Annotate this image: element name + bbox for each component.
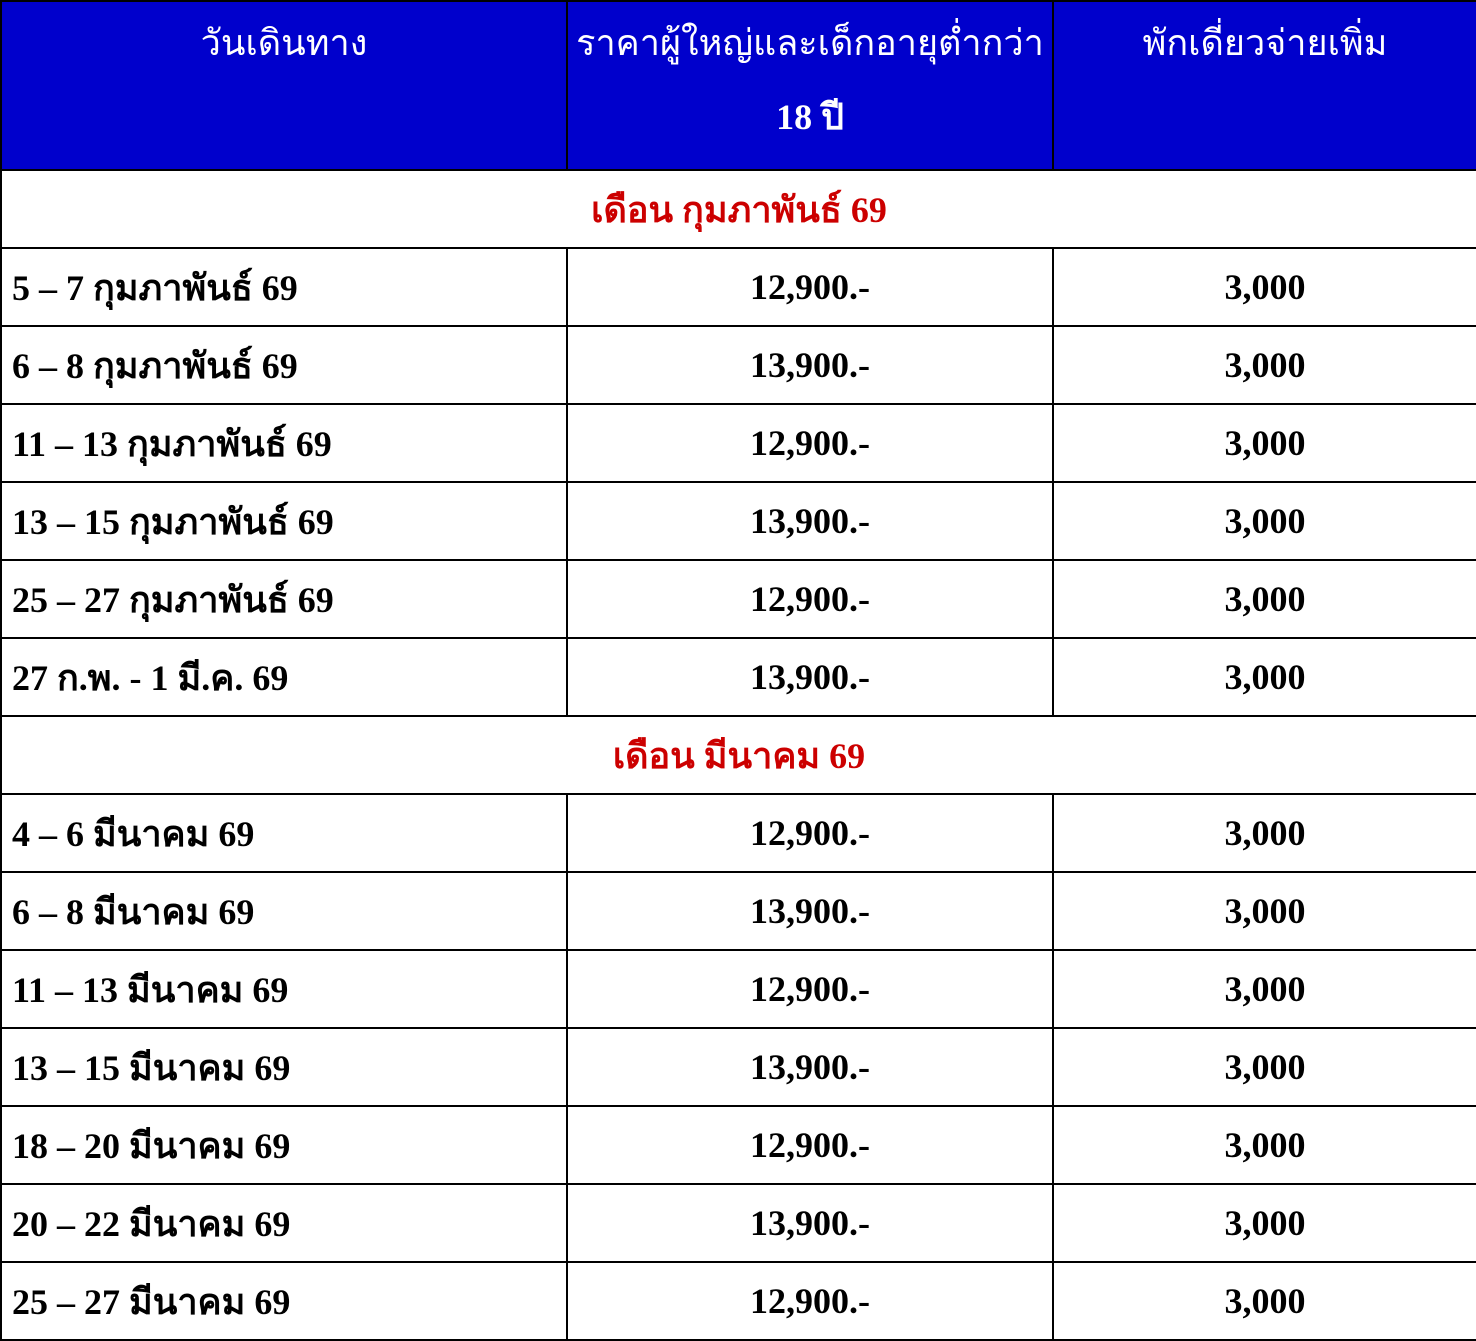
price-cell: 12,900.- <box>567 950 1053 1028</box>
single-supplement-cell: 3,000 <box>1053 1262 1476 1340</box>
month-label: เดือน มีนาคม 69 <box>1 716 1476 794</box>
single-supplement-cell: 3,000 <box>1053 1106 1476 1184</box>
date-cell: 4 – 6 มีนาคม 69 <box>1 794 567 872</box>
single-supplement-cell: 3,000 <box>1053 638 1476 716</box>
date-cell: 6 – 8 กุมภาพันธ์ 69 <box>1 326 567 404</box>
date-cell: 20 – 22 มีนาคม 69 <box>1 1184 567 1262</box>
table-row <box>1 248 1476 326</box>
price-cell: 13,900.- <box>567 482 1053 560</box>
date-cell: 18 – 20 มีนาคม 69 <box>1 1106 567 1184</box>
price-cell: 12,900.- <box>567 1262 1053 1340</box>
date-cell: 13 – 15 มีนาคม 69 <box>1 1028 567 1106</box>
header-single-supplement: พักเดี่ยวจ่ายเพิ่ม <box>1053 1 1476 170</box>
date-cell: 6 – 8 มีนาคม 69 <box>1 872 567 950</box>
table-row <box>1 1106 1476 1184</box>
table-row <box>1 404 1476 482</box>
single-supplement-cell: 3,000 <box>1053 326 1476 404</box>
price-cell: 13,900.- <box>567 1184 1053 1262</box>
price-cell: 13,900.- <box>567 326 1053 404</box>
header-row <box>1 1 1476 170</box>
price-cell: 12,900.- <box>567 1106 1053 1184</box>
single-supplement-cell: 3,000 <box>1053 482 1476 560</box>
single-supplement-cell: 3,000 <box>1053 560 1476 638</box>
month-row-february <box>1 170 1476 248</box>
table-row <box>1 872 1476 950</box>
price-cell: 13,900.- <box>567 872 1053 950</box>
single-supplement-cell: 3,000 <box>1053 404 1476 482</box>
price-cell: 13,900.- <box>567 1028 1053 1106</box>
header-date: วันเดินทาง <box>1 1 567 170</box>
single-supplement-cell: 3,000 <box>1053 950 1476 1028</box>
table-row <box>1 638 1476 716</box>
table-row <box>1 326 1476 404</box>
table-row <box>1 950 1476 1028</box>
month-row-march <box>1 716 1476 794</box>
single-supplement-cell: 3,000 <box>1053 248 1476 326</box>
month-label: เดือน กุมภาพันธ์ 69 <box>1 170 1476 248</box>
header-price <box>567 1 1053 170</box>
table-row <box>1 794 1476 872</box>
single-supplement-cell: 3,000 <box>1053 1028 1476 1106</box>
price-cell: 12,900.- <box>567 794 1053 872</box>
date-cell: 5 – 7 กุมภาพันธ์ 69 <box>1 248 567 326</box>
single-supplement-cell: 3,000 <box>1053 794 1476 872</box>
single-supplement-cell: 3,000 <box>1053 1184 1476 1262</box>
price-cell: 12,900.- <box>567 248 1053 326</box>
table-header <box>1 1 1476 170</box>
header-price-line2: 18 ปี <box>776 97 844 137</box>
date-cell: 25 – 27 มีนาคม 69 <box>1 1262 567 1340</box>
single-supplement-cell: 3,000 <box>1053 872 1476 950</box>
date-cell: 13 – 15 กุมภาพันธ์ 69 <box>1 482 567 560</box>
price-cell: 13,900.- <box>567 638 1053 716</box>
date-cell: 11 – 13 มีนาคม 69 <box>1 950 567 1028</box>
date-cell: 27 ก.พ. - 1 มี.ค. 69 <box>1 638 567 716</box>
date-cell: 11 – 13 กุมภาพันธ์ 69 <box>1 404 567 482</box>
header-price-line1: ราคาผู้ใหญ่และเด็กอายุต่ำกว่า <box>576 23 1044 63</box>
table-row <box>1 1184 1476 1262</box>
table-row <box>1 1028 1476 1106</box>
price-cell: 12,900.- <box>567 404 1053 482</box>
table-row <box>1 482 1476 560</box>
table-body <box>1 170 1476 1340</box>
date-cell: 25 – 27 กุมภาพันธ์ 69 <box>1 560 567 638</box>
table-row <box>1 560 1476 638</box>
table-row <box>1 1262 1476 1340</box>
price-cell: 12,900.- <box>567 560 1053 638</box>
